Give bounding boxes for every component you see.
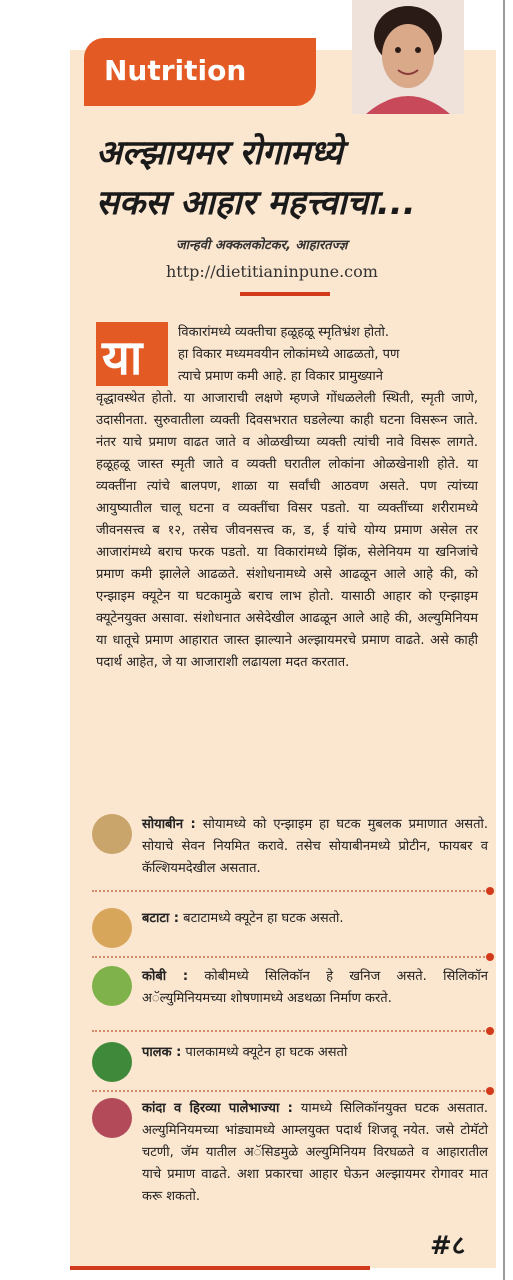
divider xyxy=(92,1030,492,1032)
drop-cap xyxy=(96,322,168,386)
food-text: सोयामध्ये को एन्झाइम हा घटक मुबलक प्रमाणात असतो. सोयाचे सेवन नियमित करावे. तसेच सोयाबीनमध्ये प्रोटीन, फायबर व कॅल्शियमदेखील असतात. xyxy=(142,817,488,876)
food-name: कांदा व हिरव्या पालेभाज्या : xyxy=(142,1101,293,1116)
bottom-rule xyxy=(70,1266,370,1270)
section-tag xyxy=(84,38,316,106)
author-url: http://dietitianinpune.com xyxy=(166,262,378,281)
spinach-icon xyxy=(92,1042,132,1082)
url-underline xyxy=(240,292,330,296)
potato-icon xyxy=(92,908,132,948)
body-line-1: विकारांमध्ये व्यक्तीचा हळूहळू स्मृतिभ्रंश होतो. xyxy=(178,325,390,340)
soybean-icon xyxy=(92,814,132,854)
food-text: पालकामध्ये क्यूटेन हा घटक असतो xyxy=(185,1045,348,1060)
food-text: कोबीमध्ये सिलिकॉन हे खनिज असते. सिलिकॉन अॅल्युमिनियमच्या शोषणामध्ये अडथळा निर्माण करते. xyxy=(142,969,488,1006)
drop-cap-letter: या xyxy=(102,330,143,386)
body-rest: वृद्धावस्थेत होतो. या आजाराची लक्षणे म्हणजे गोंधळलेली स्थिती, स्मृती जाणे, उदासीनता. सुरुवातीला व्यक्ती दिवसभरात घडलेल्या काही घटना विसरून जाते. नंतर याचे प्रमाण वाढत जाते व ओळखीच्या व्यक्ती त्यांची नावे विसरू लागते. हळूहळू जास्त स्मृती जाते व व्यक्ती घरातील लोकांना ओळखेनाशी होते. या व्यक्तींना त्यांचे बालपण, शाळा या सर्वांची आठवण असते. पण त्यांच्या आयुष्यातील चालू घटना व व्यक्तींचा विसर पडतो. या व्यक्तींच्या शरीरामध्ये जीवनसत्त्व ब १२, तसेच जीवनसत्त्व क, ड, ई यांचे योग्य प्रमाण असेल तर आजारांमध्ये बराच फरक पडतो. या विकारांमध्ये झिंक, सेलेनियम या खनिजांचे प्रमाण कमी झालेले आढळते. संशोधनामध्ये असे आढळून आले आहे की, को एन्झाइम क्यूटेन या घटकामुळे बराच लाभ होतो. यासाठी आहार को एन्झाइम क्यूटेनयुक्त असावा. संशोधनात असेदेखील आढळून आले आहे की, अल्युमिनियम या धातूचे प्रमाण आहारात जास्त झाल्याने अल्झायमरचे प्रमाण वाढते. असे काही पदार्थ आहेत, जे या आजाराशी लढायला मदत करतात. xyxy=(96,391,478,670)
author-photo xyxy=(352,0,464,114)
section-tag-label: Nutrition xyxy=(104,54,247,87)
headline-line-1: अल्झायमर रोगामध्ये xyxy=(96,133,343,173)
cabbage-icon xyxy=(92,966,132,1006)
headline xyxy=(96,128,496,228)
divider xyxy=(92,956,492,958)
headline-line-2: सकस आहार महत्त्वाचा... xyxy=(96,183,416,223)
author-byline: जान्हवी अक्कलकोटकर, आहारतज्ज्ञ xyxy=(176,238,348,253)
food-name: बटाटा : xyxy=(142,911,179,926)
food-name: सोयाबीन : xyxy=(142,817,196,832)
body-line-2: हा विकार मध्यमवयीन लोकांमध्ये आढळतो, पण xyxy=(178,347,400,362)
end-mark: #८ xyxy=(430,1231,466,1261)
page-edge-rule xyxy=(503,0,505,1280)
food-name: पालक : xyxy=(142,1045,182,1060)
divider xyxy=(92,1090,492,1092)
food-name: कोबी : xyxy=(142,969,189,984)
divider xyxy=(92,890,492,892)
body-line-3: त्याचे प्रमाण कमी आहे. हा विकार प्रामुख्याने xyxy=(178,369,383,384)
food-text: यामध्ये सिलिकॉनयुक्त घटक असतात. अल्युमिनियमच्या भांड्यामध्ये आम्लयुक्त पदार्थ शिजवू नयेत. जसे टोमॅटो चटणी, जॅम यातील अॅसिडमुळे अल्युमिनियम विरघळते व आहारातील याचे प्रमाण वाढते. अशा प्रकारचा आहार घेऊन अल्झायमर रोगावर मात करू शकतो. xyxy=(142,1101,488,1204)
onion-icon xyxy=(92,1098,132,1138)
food-text: बटाटामध्ये क्यूटेन हा घटक असतो. xyxy=(183,911,344,926)
